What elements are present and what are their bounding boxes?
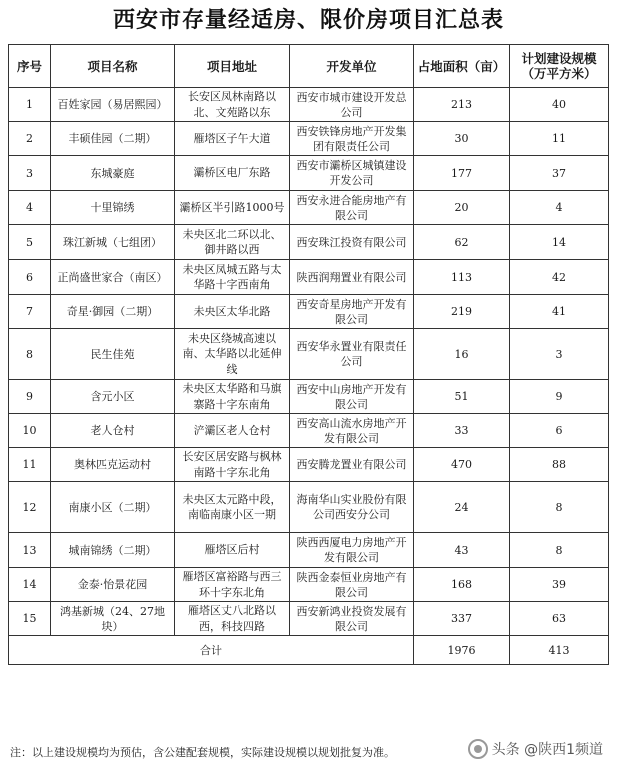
site-area: 62 [414, 225, 510, 260]
table-row [9, 122, 609, 156]
header-name: 项目名称 [51, 45, 175, 88]
table-row [9, 533, 609, 568]
developer-name: 西安腾龙置业有限公司 [290, 448, 414, 482]
table-row [9, 329, 609, 380]
total-row [9, 636, 609, 665]
project-name: 奇星·御园（二期） [51, 295, 175, 329]
project-name: 十里锦绣 [51, 191, 175, 225]
table-row [9, 260, 609, 295]
project-name: 民生佳苑 [51, 329, 175, 380]
watermark-text: 头条 @陕西1频道 [491, 742, 603, 758]
row-num: 6 [9, 260, 51, 295]
project-address: 未央区太华北路 [175, 295, 290, 329]
project-name: 城南锦绣（二期） [51, 533, 175, 568]
planned-scale: 8 [510, 482, 609, 533]
table-row [9, 156, 609, 191]
header-address: 项目地址 [175, 45, 290, 88]
planned-scale: 41 [510, 295, 609, 329]
project-address: 雁塔区丈八北路以西，科技四路 [175, 602, 290, 636]
row-num: 11 [9, 448, 51, 482]
planned-scale: 8 [510, 533, 609, 568]
page-title: 西安市存量经适房、限价房项目汇总表 [112, 8, 504, 33]
planned-scale: 40 [510, 88, 609, 122]
table-row [9, 482, 609, 533]
row-num: 1 [9, 88, 51, 122]
site-area: 16 [414, 329, 510, 380]
header-developer: 开发单位 [290, 45, 414, 88]
row-num: 3 [9, 156, 51, 191]
project-name: 鸿基新城（24、27地块） [51, 602, 175, 636]
table-row [9, 414, 609, 448]
developer-name: 陕西西厦电力房地产开发有限公司 [290, 533, 414, 568]
project-name: 丰硕佳园（二期） [51, 122, 175, 156]
project-address: 雁塔区富裕路与西三环十字东北角 [175, 568, 290, 602]
project-name: 奥林匹克运动村 [51, 448, 175, 482]
table-row [9, 602, 609, 636]
table-row [9, 448, 609, 482]
header-scale: 计划建设规模（万平方米） [510, 45, 609, 88]
row-num: 13 [9, 533, 51, 568]
row-num: 10 [9, 414, 51, 448]
project-address: 未央区凤城五路与太华路十字西南角 [175, 260, 290, 295]
project-name: 含元小区 [51, 380, 175, 414]
footnote: 注：以上建设规模均为预估，含公建配套规模，实际建设规模以规划批复为准。 [10, 746, 395, 759]
planned-scale: 3 [510, 329, 609, 380]
developer-name: 西安高山流水房地产开发有限公司 [290, 414, 414, 448]
developer-name: 西安永进合能房地产有限公司 [290, 191, 414, 225]
developer-name: 西安新鸿业投资发展有限公司 [290, 602, 414, 636]
developer-name: 西安奇星房地产开发有限公司 [290, 295, 414, 329]
developer-name: 西安市灞桥区城镇建设开发公司 [290, 156, 414, 191]
project-address: 灞桥区电厂东路 [175, 156, 290, 191]
table-row [9, 295, 609, 329]
site-area: 337 [414, 602, 510, 636]
row-num: 15 [9, 602, 51, 636]
table-row [9, 225, 609, 260]
project-address: 未央区太华路和马旗寨路十字东南角 [175, 380, 290, 414]
site-area: 470 [414, 448, 510, 482]
planned-scale: 9 [510, 380, 609, 414]
site-area: 168 [414, 568, 510, 602]
row-num: 7 [9, 295, 51, 329]
planned-scale: 14 [510, 225, 609, 260]
table-row [9, 191, 609, 225]
site-area: 113 [414, 260, 510, 295]
table-row [9, 568, 609, 602]
watermark-logo-icon [468, 739, 488, 759]
developer-name: 西安珠江投资有限公司 [290, 225, 414, 260]
row-num: 4 [9, 191, 51, 225]
project-address: 灞桥区半引路1000号 [175, 191, 290, 225]
site-area: 43 [414, 533, 510, 568]
row-num: 12 [9, 482, 51, 533]
developer-name: 海南华山实业股份有限公司西安分公司 [290, 482, 414, 533]
header-area: 占地面积（亩） [414, 45, 510, 88]
developer-name: 陕西润翔置业有限公司 [290, 260, 414, 295]
total-area: 1976 [414, 636, 510, 665]
table-row [9, 88, 609, 122]
project-name: 珠江新城（七组团） [51, 225, 175, 260]
total-label: 合计 [9, 636, 414, 665]
table-header-row [9, 45, 609, 88]
row-num: 5 [9, 225, 51, 260]
planned-scale: 11 [510, 122, 609, 156]
planned-scale: 63 [510, 602, 609, 636]
project-name: 金泰·怡景花园 [51, 568, 175, 602]
planned-scale: 88 [510, 448, 609, 482]
site-area: 177 [414, 156, 510, 191]
site-area: 219 [414, 295, 510, 329]
developer-name: 西安市城市建设开发总公司 [290, 88, 414, 122]
row-num: 9 [9, 380, 51, 414]
site-area: 24 [414, 482, 510, 533]
project-name: 老人仓村 [51, 414, 175, 448]
site-area: 51 [414, 380, 510, 414]
site-area: 213 [414, 88, 510, 122]
project-name: 东城豪庭 [51, 156, 175, 191]
project-address: 未央区绕城高速以南、太华路以北延伸线 [175, 329, 290, 380]
row-num: 2 [9, 122, 51, 156]
project-address: 未央区北二环以北、御井路以西 [175, 225, 290, 260]
row-num: 8 [9, 329, 51, 380]
project-name: 正尚盛世家合（南区） [51, 260, 175, 295]
planned-scale: 6 [510, 414, 609, 448]
header-num: 序号 [9, 45, 51, 88]
project-address: 雁塔区子午大道 [175, 122, 290, 156]
total-scale: 413 [510, 636, 609, 665]
planned-scale: 42 [510, 260, 609, 295]
watermark [468, 736, 603, 762]
project-address: 长安区居安路与枫林南路十字东北角 [175, 448, 290, 482]
project-address: 长安区凤林南路以北、文苑路以东 [175, 88, 290, 122]
table-row [9, 380, 609, 414]
row-num: 14 [9, 568, 51, 602]
project-name: 百姓家园（易居熙园） [51, 88, 175, 122]
developer-name: 西安华永置业有限责任公司 [290, 329, 414, 380]
planned-scale: 4 [510, 191, 609, 225]
project-summary-table [8, 44, 609, 665]
project-name: 南康小区（二期） [51, 482, 175, 533]
site-area: 20 [414, 191, 510, 225]
developer-name: 西安中山房地产开发有限公司 [290, 380, 414, 414]
planned-scale: 39 [510, 568, 609, 602]
planned-scale: 37 [510, 156, 609, 191]
project-address: 雁塔区后村 [175, 533, 290, 568]
project-address: 未央区太元路中段，南临南康小区一期 [175, 482, 290, 533]
developer-name: 西安铁锋房地产开发集团有限责任公司 [290, 122, 414, 156]
developer-name: 陕西金泰恒业房地产有限公司 [290, 568, 414, 602]
project-address: 浐灞区老人仓村 [175, 414, 290, 448]
site-area: 30 [414, 122, 510, 156]
site-area: 33 [414, 414, 510, 448]
